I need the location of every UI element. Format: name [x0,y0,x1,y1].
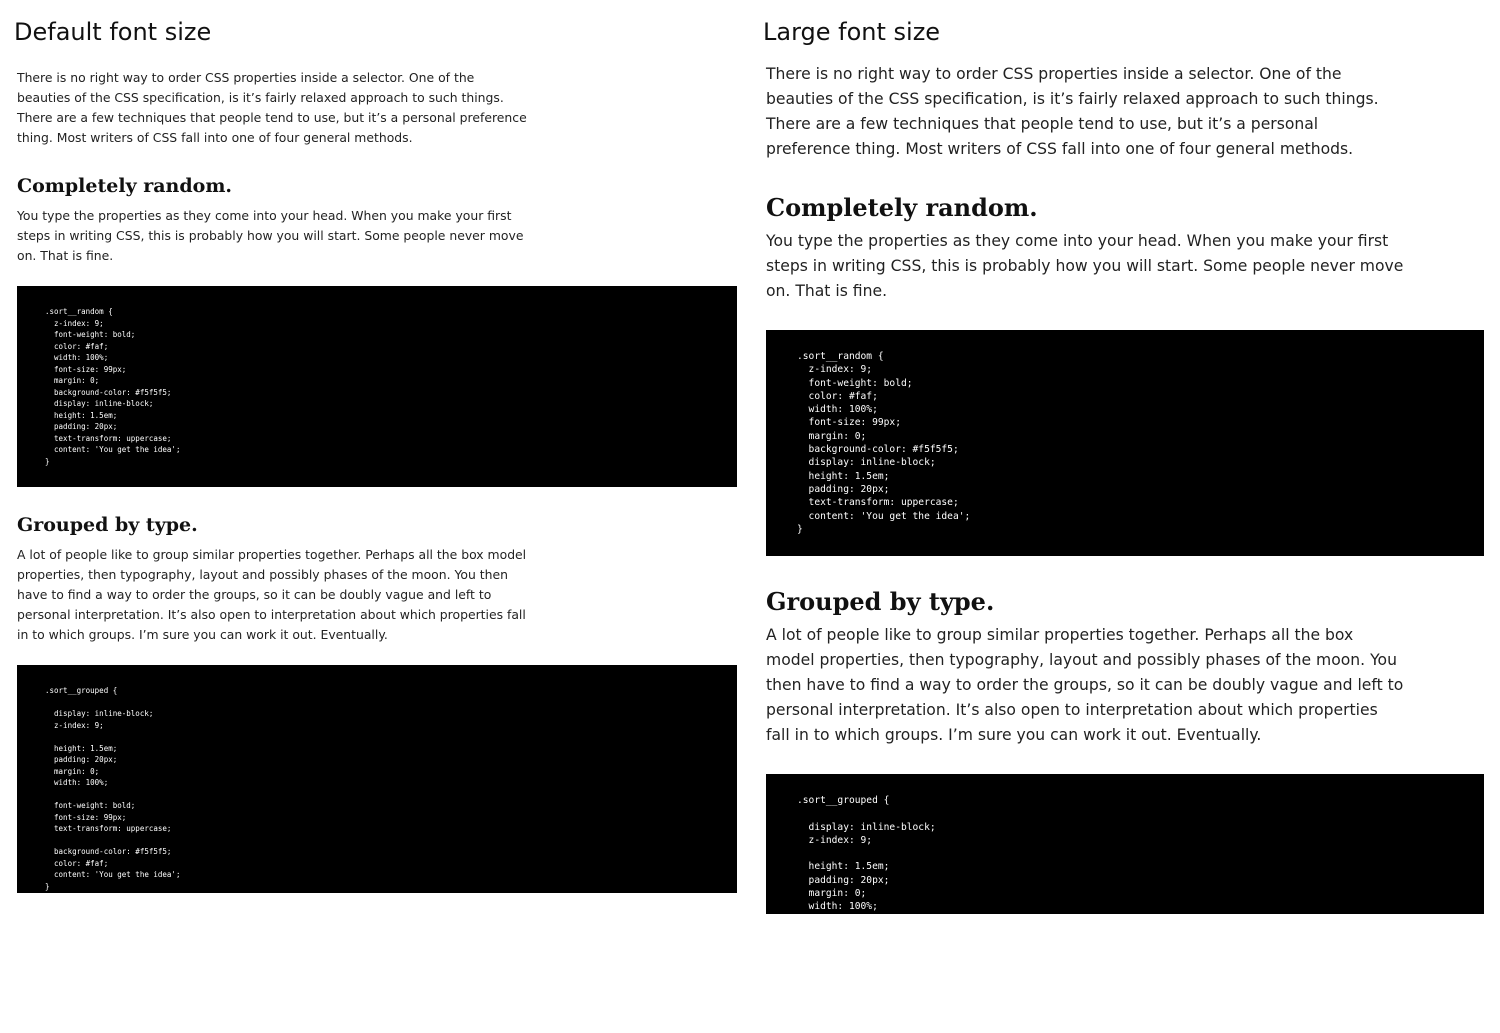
section-paragraph-random: You type the properties as they come into your head. When you make your first steps in writing CSS, this is probably how you will start. Some people never move on. That is fine. [766,232,1404,300]
panel-label: Default font size [14,18,212,46]
section-heading-grouped: Grouped by type. [17,514,198,536]
large-font-size-panel [750,0,1495,1033]
code-block-grouped: .sort__grouped { display: inline-block; z-index: 9; height: 1.5em; padding: 20px; margin: 0; width: 100%; font-weight: bold; font-size: 99px; text-transform: uppercase; background-color: #f5f5f5; color: #faf; content: 'You get the idea'; } [766,774,1484,914]
section-paragraph-random: You type the properties as they come into your head. When you make your first steps in writing CSS, this is probably how you will start. Some people never move on. That is fine. [17,208,524,263]
intro-paragraph: There is no right way to order CSS properties inside a selector. One of the beauties of the CSS specification, is it’s fairly relaxed approach to such things. There are a few techniques that people tend to use, but it’s a personal preference thing. Most writers of CSS fall into one of four general methods. [766,65,1379,158]
code-block-grouped: .sort__grouped { display: inline-block; z-index: 9; height: 1.5em; padding: 20px; margin: 0; width: 100%; font-weight: bold; font-size: 99px; text-transform: uppercase; background-color: #f5f5f5; color: #faf; content: 'You get the idea'; } [17,665,737,893]
intro-paragraph: There is no right way to order CSS properties inside a selector. One of the beauties of the CSS specification, is it’s fairly relaxed approach to such things. There are a few techniques that people tend to use, but it’s a personal preference thing. Most writers of CSS fall into one of four general methods. [17,70,527,145]
panel-label: Large font size [763,18,941,46]
section-paragraph-grouped: A lot of people like to group similar properties together. Perhaps all the box model properties, then typography, layout and possibly phases of the moon. You then have to find a way to order the groups, so it can be doubly vague and left to personal interpretation. It’s also open to interpretation about which properties fall in to which groups. I’m sure you can work it out. Eventually. [17,547,527,642]
section-heading-random: Completely random. [17,175,233,197]
section-heading-random: Completely random. [766,193,1038,222]
section-paragraph-grouped: A lot of people like to group similar properties together. Perhaps all the box model properties, then typography, layout and possibly phases of the moon. You then have to find a way to order the groups, so it can be doubly vague and left to personal interpretation. It’s also open to interpretation about which properties fall in to which groups. I’m sure you can work it out. Eventually. [766,626,1404,744]
code-block-random: .sort__random { z-index: 9; font-weight: bold; color: #faf; width: 100%; font-size: 99px; margin: 0; background-color: #f5f5f5; display: inline-block; height: 1.5em; padding: 20px; text-transform: uppercase; content: 'You get the idea'; } [17,286,737,487]
article [766,62,1484,1033]
default-font-size-panel [0,0,745,917]
code-block-random: .sort__random { z-index: 9; font-weight: bold; color: #faf; width: 100%; font-size: 99px; margin: 0; background-color: #f5f5f5; display: inline-block; height: 1.5em; padding: 20px; text-transform: uppercase; content: 'You get the idea'; } [766,330,1484,556]
article [17,68,737,893]
section-heading-grouped: Grouped by type. [766,587,995,616]
